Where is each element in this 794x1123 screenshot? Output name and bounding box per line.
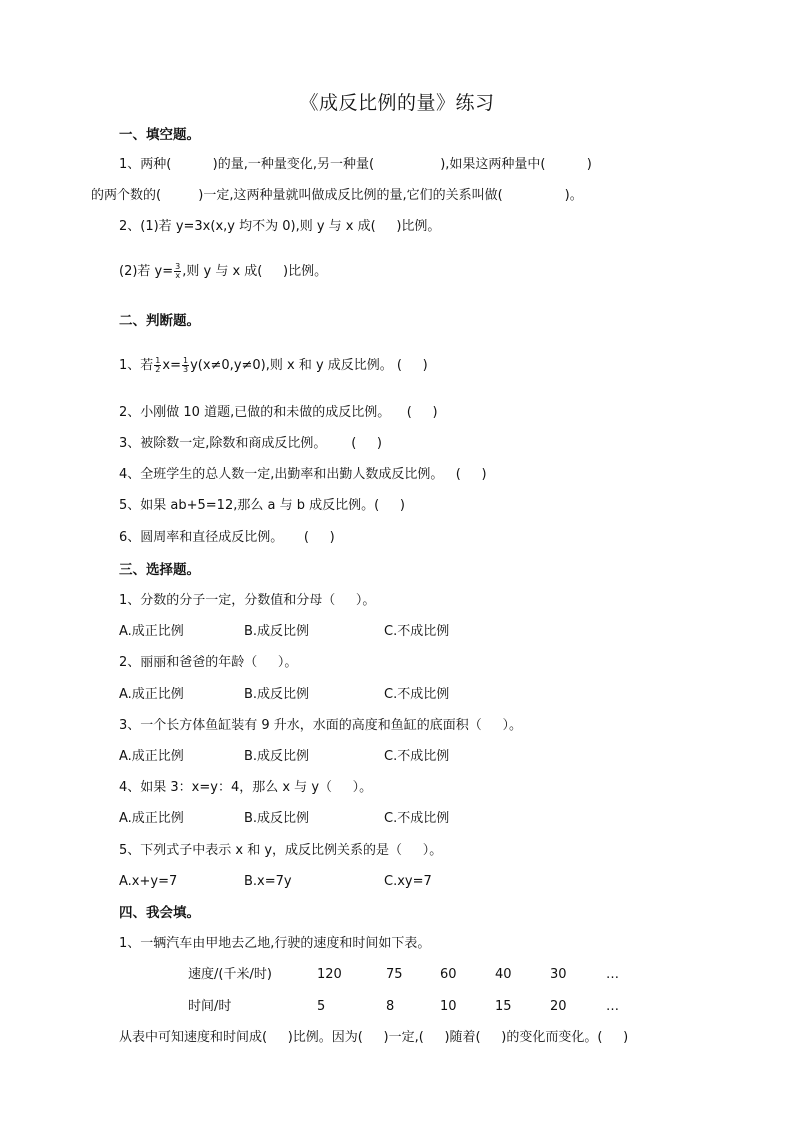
choice-3-option-a: A.成正比例 xyxy=(119,749,184,764)
table-cell: 15 xyxy=(495,999,512,1014)
table-row-time-label: 时间/时 xyxy=(188,999,232,1014)
fraction-3-over-x: $\frac{3}{x}$ xyxy=(175,262,181,280)
fill-question-2-part-1: 2、(1)若 y=3x(x,y 均不为 0),则 y 与 x 成( )比例。 xyxy=(119,219,441,234)
table-cell: 60 xyxy=(440,967,457,982)
table-cell: 75 xyxy=(386,967,403,982)
choice-4-option-a: A.成正比例 xyxy=(119,811,184,826)
table-cell: … xyxy=(606,999,619,1014)
choice-4-option-c: C.不成比例 xyxy=(384,811,450,826)
table-cell: 20 xyxy=(550,999,567,1014)
page-title: 《成反比例的量》练习 xyxy=(299,92,495,114)
fill2-question-1-answer: 从表中可知速度和时间成( )比例。因为( )一定,( )随着( )的变化而变化。( ) xyxy=(119,1030,629,1045)
section-heading-fill: 一、填空题。 xyxy=(119,127,200,143)
choice-question-4: 4、如果 3：x=y：4，那么 x 与 y（ ）。 xyxy=(119,780,373,795)
choice-3-option-c: C.不成比例 xyxy=(384,749,450,764)
choice-1-option-a: A.成正比例 xyxy=(119,624,184,639)
table-cell: … xyxy=(606,967,619,982)
table-cell: 120 xyxy=(317,967,342,982)
fill-question-2-part-2: (2)若 y= $\frac{3}{x}$ ,则 y 与 x 成( )比例。 xyxy=(119,262,328,280)
choice-5-option-a: A.x+y=7 xyxy=(119,874,178,889)
judge-question-3: 3、被除数一定,除数和商成反比例。 ( ) xyxy=(119,436,383,451)
section-heading-choice: 三、选择题。 xyxy=(119,562,200,578)
section-heading-fill-2: 四、我会填。 xyxy=(119,905,200,921)
choice-question-3: 3、一个长方体鱼缸装有 9 升水，水面的高度和鱼缸的底面积（ ）。 xyxy=(119,718,522,733)
choice-4-option-b: B.成反比例 xyxy=(244,811,310,826)
judge-question-1: 1、若 $\frac{1}{2}$ x= $\frac{1}{3}$ y(x≠0,y≠0),则 x 和 y 成反比例。 ( ) xyxy=(119,356,428,374)
judge-question-6: 6、圆周率和直径成反比例。 ( ) xyxy=(119,530,335,545)
choice-2-option-c: C.不成比例 xyxy=(384,687,450,702)
table-cell: 10 xyxy=(440,999,457,1014)
choice-5-option-c: C.xy=7 xyxy=(384,874,432,889)
table-cell: 30 xyxy=(550,967,567,982)
fraction-1-over-3: $\frac{1}{3}$ xyxy=(182,356,189,374)
table-cell: 8 xyxy=(386,999,395,1014)
choice-question-5: 5、下列式子中表示 x 和 y，成反比例关系的是（ ）。 xyxy=(119,843,443,858)
fill-question-1-line-1: 1、两种( )的量,一种量变化,另一种量( ),如果这两种量中( ) xyxy=(119,157,592,172)
choice-5-option-b: B.x=7y xyxy=(244,874,292,889)
choice-2-option-a: A.成正比例 xyxy=(119,687,184,702)
choice-1-option-b: B.成反比例 xyxy=(244,624,310,639)
table-cell: 5 xyxy=(317,999,326,1014)
choice-2-option-b: B.成反比例 xyxy=(244,687,310,702)
judge-question-4: 4、全班学生的总人数一定,出勤率和出勤人数成反比例。 ( ) xyxy=(119,467,487,482)
choice-3-option-b: B.成反比例 xyxy=(244,749,310,764)
fill-question-1-line-2: 的两个数的( )一定,这两种量就叫做成反比例的量,它们的关系叫做( )。 xyxy=(91,188,583,203)
choice-1-option-c: C.不成比例 xyxy=(384,624,450,639)
table-cell: 40 xyxy=(495,967,512,982)
judge-question-5: 5、如果 ab+5=12,那么 a 与 b 成反比例。( ) xyxy=(119,498,405,513)
table-row-speed-label: 速度/(千米/时) xyxy=(188,967,272,982)
judge-question-2: 2、小刚做 10 道题,已做的和未做的成反比例。 ( ) xyxy=(119,405,438,420)
choice-question-2: 2、丽丽和爸爸的年龄（ ）。 xyxy=(119,655,298,670)
section-heading-judge: 二、判断题。 xyxy=(119,313,200,329)
choice-question-1: 1、分数的分子一定，分数值和分母（ ）。 xyxy=(119,593,376,608)
fill2-question-1: 1、一辆汽车由甲地去乙地,行驶的速度和时间如下表。 xyxy=(119,936,431,951)
fraction-1-over-2: $\frac{1}{2}$ xyxy=(155,356,161,374)
